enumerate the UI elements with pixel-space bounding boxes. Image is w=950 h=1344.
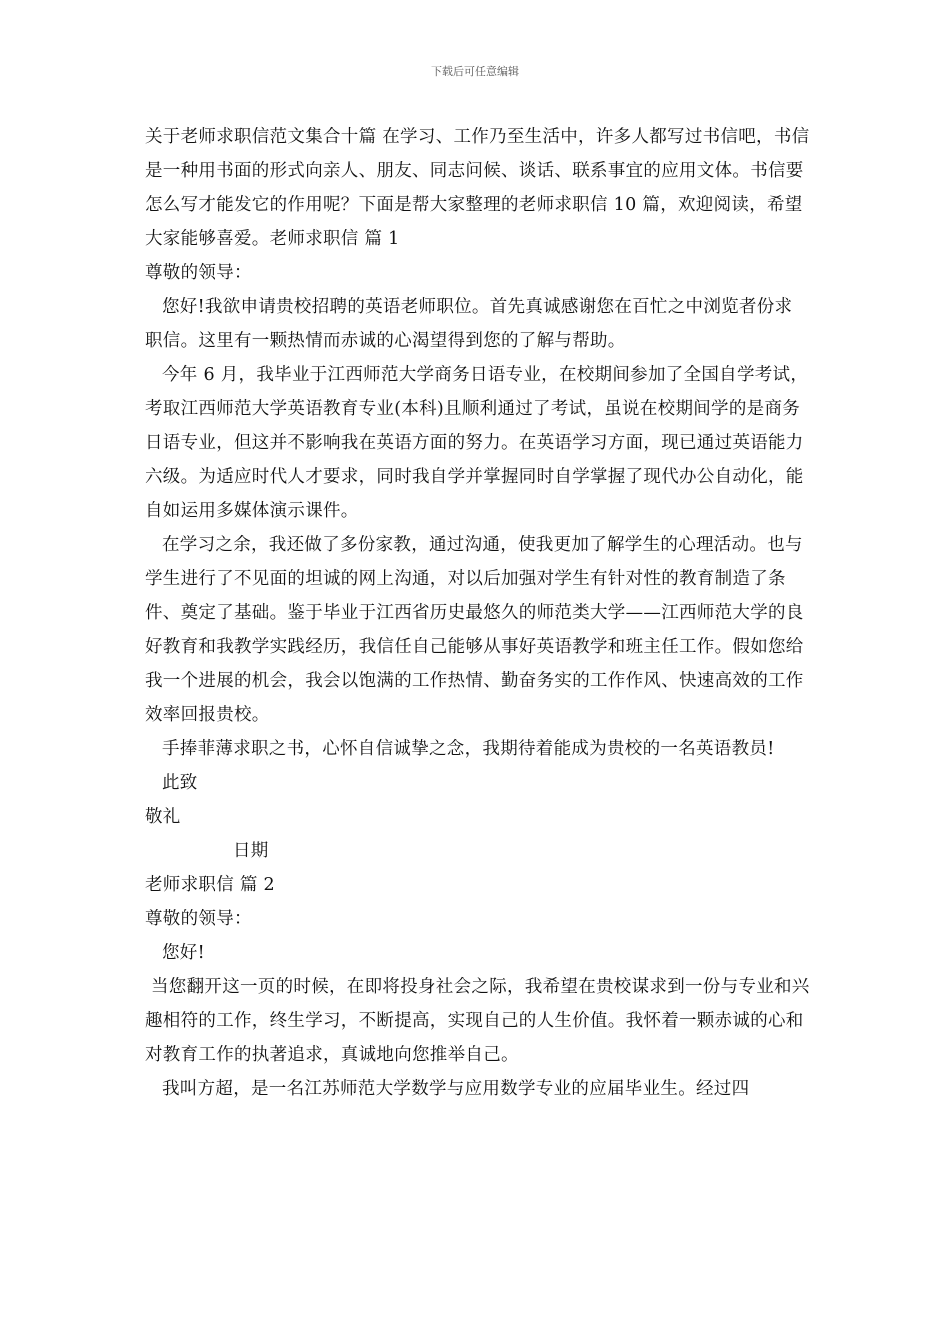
salutation: 尊敬的领导： (145, 263, 252, 283)
closing-phrase: 此致 (162, 773, 198, 793)
intro-paragraph: 关于老师求职信范文集合十篇 在学习、工作乃至生活中，许多人都写过书信吧，书信是一种用书面的形式向亲人、朋友、同志问候、谈话、联系事宜的应用文体。书信要怎么写才能发它的作用呢？下面是帮大家整理的老师求职信 10 篇，欢迎阅读，希望大家能够喜爱。老师求职信 篇 1 (145, 127, 810, 249)
page-header: 下载后可任意编辑 (431, 65, 519, 78)
paragraph: 您好!我欲申请贵校招聘的英语老师职位。首先真诚感谢您在百忙之中浏览者份求职信。这里有一颗热情而赤诚的心渴望得到您的了解与帮助。 (145, 297, 793, 351)
paragraph: 我叫方超，是一名江苏师范大学数学与应用数学专业的应届毕业生。经过四 (162, 1079, 750, 1099)
paragraph: 手捧菲薄求职之书，心怀自信诚挚之念，我期待着能成为贵校的一名英语教员! (162, 739, 775, 759)
paragraph: 在学习之余，我还做了多份家教，通过沟通，使我更加了解学生的心理活动。也与学生进行了不见面的坦诚的网上沟通，对以后加强对学生有针对性的教育制造了条件、奠定了基础。鉴于毕业于江西省历史最悠久的师范类大学——江西师范大学的良好教育和我教学实践经历，我信任自己能够从事好英语教学和班主任工作。假如您给我一个进展的机会，我会以饱满的工作热情、勤奋务实的工作作风、快速高效的工作效率回报贵校。 (145, 535, 804, 725)
greeting: 您好! (162, 943, 205, 963)
closing-salute: 敬礼 (145, 807, 181, 827)
document-body (145, 120, 810, 1106)
paragraph: 今年 6 月，我毕业于江西师范大学商务日语专业，在校期间参加了全国自学考试，考取江西师范大学英语教育专业(本科)且顺利通过了考试，虽说在校期间学的是商务日语专业，但这并不影响我在英语方面的努力。在英语学习方面，现已通过英语能力六级。为适应时代人才要求，同时我自学并掌握同时自学掌握了现代办公自动化，能自如运用多媒体演示课件。 (145, 365, 809, 521)
section-heading: 老师求职信 篇 2 (145, 875, 275, 895)
salutation: 尊敬的领导： (145, 909, 252, 929)
date-line: 日期 (233, 841, 269, 861)
paragraph: 当您翻开这一页的时候，在即将投身社会之际，我希望在贵校谋求到一份与专业和兴趣相符的工作，终生学习，不断提高，实现自己的人生价值。我怀着一颗赤诚的心和对教育工作的执著追求，真诚地向您推举自己。 (145, 977, 810, 1065)
